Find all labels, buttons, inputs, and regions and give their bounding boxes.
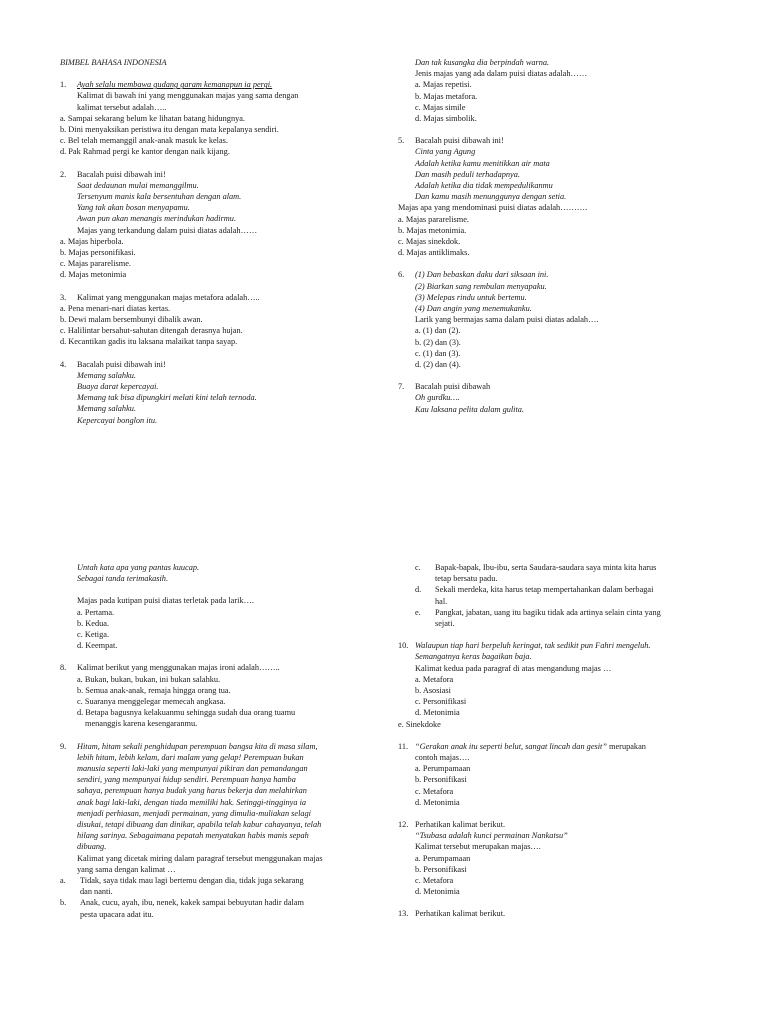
- q5-poem-line: Cinta yang Agung: [415, 147, 476, 157]
- q12-option-c: c. Metafora: [415, 876, 454, 886]
- q2-option-b: b. Majas personifikasi.: [60, 248, 136, 258]
- q9-paragraph-line: manusia seperti laki-laki yang mempunyai pikiran dan pemandangan: [77, 764, 308, 774]
- q9-paragraph-line: sendiri, yang mempunyai hidup sendiri. Perempuan hanya hamba: [77, 775, 296, 785]
- q9-option-c: c. Bapak-bapak, Ibu-ibu, serta Saudara-saudara saya minta kita harus tetap bersatu padu.: [415, 563, 657, 584]
- q10-prompt: Kalimat kedua pada paragraf di atas mengandung majas …: [415, 663, 612, 673]
- q4-option-a: a. Majas repetisi.: [415, 80, 472, 90]
- question-3: 3. Kalimat yang menggunakan majas metafora adalah…..: [60, 292, 375, 303]
- q10-option-d: d. Metonimia: [415, 708, 460, 718]
- q9-paragraph-line: dibuang.: [77, 842, 107, 852]
- q7-prompt: Majas pada kutipan puisi diatas terletak pada larik….: [77, 596, 254, 606]
- q12-quote: “Tsubasa adalah kunci permainan Nankatsu”: [415, 831, 568, 841]
- q10-paragraph-line: Semangatnya keras bagaikan baja.: [415, 652, 532, 662]
- document-header: BIMBEL BAHASA INDONESIA: [60, 58, 167, 67]
- q9-prompt-line: yang sama dengan kalimat …: [77, 864, 176, 874]
- q4-option-c: c. Majas simile: [415, 102, 466, 112]
- question-1: 1. Ayah selalu membawa gudang garam kemanapun ia pergi. Kalimat di bawah ini yang menggunakan majas yang sama dengan kalimat tersebut adalah…..: [60, 79, 375, 113]
- question-2: 2. Bacalah puisi dibawah ini! Saat dedaunan mulai memanggilmu. Tersenyum manis kala bersentuhan dengan alam. Yang tak akan bosan menyapamu. Awan pun akan menangis merindukan hadirmu. Majas yang terkandung dalam puisi diatas adalah……: [60, 169, 375, 236]
- q4-prompt: Jenis majas yang ada dalam puisi diatas adalah……: [415, 69, 588, 79]
- question-6: 6. (1) Dan bebaskan daku dari siksaan ini. (2) Biarkan sang rembulan menyapaku. (3) Melepas rindu untuk bertemu. (4) Dan angin yang menemukanku. Larik yang bermajas sama dalam puisi diatas adalah…. a. (1) dan (2). b. (2) dan (3). c. (1) dan (3). d. (2) dan (4).: [398, 269, 728, 370]
- q7-option-b: b. Kedua.: [77, 618, 110, 628]
- q11-option-c: c. Metafora: [415, 786, 454, 796]
- q1-option-c: c. Bel telah memanggil anak-anak masuk ke kelas.: [60, 136, 228, 146]
- q11-option-d: d. Metonimia: [415, 797, 460, 807]
- q4-poem-line: Dan tak kusangka dia berpindah warna.: [415, 58, 550, 67]
- bottom-right-column: [398, 562, 728, 920]
- q6-option-a: a. (1) dan (2).: [415, 326, 461, 336]
- q12-prompt: Kalimat tersebut merupakan majas….: [415, 842, 541, 852]
- q3-option-b: b. Dewi malam bersembunyi dibalik awan.: [60, 315, 203, 325]
- q2-option-d: d. Majas metonimia: [60, 270, 127, 280]
- q5-poem-line: Dan masih peduli terhadapnya.: [415, 169, 520, 179]
- q9-paragraph-line: lebih hitam, lebih kelam, dari malam yang gelap! Perempuan bukan: [77, 752, 304, 762]
- question-4: 4. Bacalah puisi dibawah ini! Memang salahku. Buaya darat kepercayai. Memang tak bisa dipungkiri melati kini telah ternoda. Memang salahku. Kepercayai bonglon itu.: [60, 359, 375, 426]
- q5-poem-line: Adalah ketika kamu menitikkan air mata: [415, 158, 550, 168]
- question-12: 12. Perhatikan kalimat berikut. “Tsubasa adalah kunci permainan Nankatsu” Kalimat tersebut merupakan majas…. a. Perumpamaan b. Personifikasi c. Metafora d. Metonimia: [398, 819, 728, 897]
- q4-intro: Bacalah puisi dibawah ini!: [77, 359, 166, 369]
- q7-option-c: c. Ketiga.: [77, 630, 110, 640]
- q4-option-d: d. Majas simbolik.: [415, 114, 477, 124]
- q7-option-a: a. Pertama.: [77, 607, 115, 617]
- q9-paragraph-line: menjadi perhiasan, menjadi permainan, yang dimulia-muliakan selagi: [77, 808, 311, 818]
- q7-intro: Bacalah puisi dibawah: [415, 382, 491, 392]
- q7-poem-line: Oh gurdku….: [415, 393, 460, 403]
- q2-poem-line: Yang tak akan bosan menyapamu.: [77, 203, 190, 213]
- q5-option-a: a. Majas pararelisme.: [398, 214, 469, 224]
- q4-poem-line: Memang tak bisa dipungkiri melati kini telah ternoda.: [77, 393, 257, 403]
- q10-option-c: c. Personifikasi: [415, 697, 467, 707]
- q2-poem-line: Saat dedaunan mulai memanggilmu.: [77, 180, 199, 190]
- q3-option-d: d. Kecantikan gadis itu laksana malaikat tanpa sayap.: [60, 337, 238, 347]
- q1-prompt-line: Kalimat di bawah ini yang menggunakan majas yang sama dengan: [77, 91, 299, 101]
- q12-option-d: d. Metonimia: [415, 887, 460, 897]
- q6-option-c: c. (1) dan (3).: [415, 348, 461, 358]
- q9-paragraph-line: hilang sarinya. Sebagaimana pepatah menyatakan habis manis sepah: [77, 831, 309, 841]
- question-5: 5. Bacalah puisi dibawah ini! Cinta yang Agung Adalah ketika kamu menitikkan air mata Dan masih peduli terhadapnya. Adalah ketika dia tidak mempedulikanmu Dan kamu masih menunggunya dengan setia.: [398, 135, 728, 202]
- q11-prompt: contoh majas….: [415, 753, 470, 763]
- q5-option-c: c. Majas sinekdok.: [398, 237, 461, 247]
- bottom-left-column: [60, 562, 372, 920]
- q1-option-a: a. Sampai sekarang belum ke lihatan batang hidungnya.: [60, 113, 246, 123]
- q9-paragraph-line: disukai, tetapi dibuang dan dinikar, apabila telah kabur cahayanya, telah: [77, 820, 322, 830]
- q8-option-b: b. Semua anak-anak, remaja hingga orang tua.: [77, 685, 231, 695]
- q12-option-a: a. Perumpamaan: [415, 853, 471, 863]
- top-right-column: [398, 57, 728, 415]
- question-13: 13. Perhatikan kalimat berikut.: [398, 908, 728, 919]
- q9-option-b: b. Anak, cucu, ayah, ibu, nenek, kakek sampai bebuyutan hadir dalam pesta upacara adat itu.: [60, 898, 304, 919]
- q6-poem-line: (4) Dan angin yang menemukanku.: [415, 304, 532, 314]
- q5-option-d: d. Majas antiklimaks.: [398, 248, 470, 258]
- q5-intro: Bacalah puisi dibawah ini!: [415, 136, 504, 146]
- q2-option-c: c. Majas pararelisme.: [60, 259, 131, 269]
- q4-poem-line: Memang salahku.: [77, 404, 136, 414]
- q8-option-d: d. Betapa bagusnya kelakuanmu sehingga sudah dua orang tuamu: [77, 708, 296, 718]
- q2-poem-line: Tersenyum manis kala bersentuhan dengan alam.: [77, 192, 242, 202]
- q5-poem-line: Dan kamu masih menunggunya dengan setia.: [415, 192, 567, 202]
- q6-prompt: Larik yang bermajas sama dalam puisi diatas adalah….: [415, 315, 599, 325]
- q10-option-b: b. Asosiasi: [415, 686, 451, 696]
- q11-option-a: a. Perumpamaan: [415, 764, 471, 774]
- q13-intro: Perhatikan kalimat berikut.: [415, 909, 506, 919]
- q4-option-b: b. Majas metafora.: [415, 91, 478, 101]
- q2-prompt: Majas yang terkandung dalam puisi diatas adalah……: [77, 225, 258, 235]
- q10-option-e: e. Sinekdoke: [398, 719, 441, 729]
- q2-poem-line: Awan pun akan menangis merindukan hadirmu.: [77, 214, 237, 224]
- question-9: 9. Hitam, hitam sekali penghidupan perempuan bangsa kita di masa silam, lebih hitam, lebih kelam, dari malam yang gelap! Perempuan bukan manusia seperti laki-laki yang mempunyai pikiran dan pemandangan sendiri, yang mempunyai hidup sendiri. Perempuan hanya hamba sahaya, perempuan hanya budak yang harus bekerja dan melahirkan anak bagi laki-laki, dengan tiada memiliki hak. Setinggi-tingginya ia menjadi perhiasan, menjadi permainan, yang dimulia-muliakan selagi disukai, tetapi dibuang dan dinikar, apabila telah kabur cahayanya, telah hilang sarinya. Sebagaimana pepatah menyatakan habis manis sepah dibuang. Kalimat yang dicetak miring dalam paragraf tersebut menggunakan majas yang sama dengan kalimat …: [60, 741, 372, 875]
- q1-prompt-line: kalimat tersebut adalah…..: [77, 102, 167, 112]
- q5-poem-line: Adalah ketika dia tidak mempedulikanmu: [415, 181, 553, 191]
- q1-sentence: Ayah selalu membawa gudang garam kemanapun ia pergi.: [77, 80, 273, 90]
- q6-option-b: b. (2) dan (3).: [415, 337, 461, 347]
- q3-option-c: c. Halilintar bersahut-sahutan ditengah derasnya hujan.: [60, 326, 243, 336]
- q8-option-a: a. Bukan, bukan, bukan, ini bukan salahku.: [77, 674, 221, 684]
- q4-poem-line: Memang salahku.: [77, 370, 136, 380]
- q8-prompt: Kalimat berikut yang menggunakan majas ironi adalah……..: [77, 663, 280, 673]
- q6-poem-line: (2) Biarkan sang rembulan menyapaku.: [415, 281, 547, 291]
- q10-paragraph-line: Walaupun tiap hari berpeluh keringat, tak sedikit pun Fahri mengeluh.: [415, 641, 651, 651]
- q6-poem-line: (3) Melepas rindu untuk bertemu.: [415, 292, 527, 302]
- q9-option-e: e. Pangkat, jabatan, uang itu bagiku tidak ada artinya selain cinta yang sejati.: [415, 607, 661, 629]
- q9-option-a: a. Tidak, saya tidak mau lagi bertemu dengan dia, tidak juga sekarang dan nanti.: [60, 876, 304, 897]
- q9-prompt-line: Kalimat yang dicetak miring dalam paragraf tersebut menggunakan majas: [77, 853, 323, 863]
- q6-poem-line: (1) Dan bebaskan daku dari siksaan ini.: [415, 270, 549, 280]
- question-7: 7. Bacalah puisi dibawah Oh gurdku…. Kau laksana pelita dalam gulita.: [398, 381, 728, 415]
- top-left-column: [60, 57, 375, 426]
- q7-poem-line: Sebagai tanda terimakasih.: [77, 574, 169, 584]
- q3-option-a: a. Pena menari-nari diatas kertas.: [60, 303, 171, 313]
- q9-paragraph-line: Hitam, hitam sekali penghidupan perempuan bangsa kita di masa silam,: [77, 741, 318, 751]
- q9-paragraph-line: sahaya, perempuan hanya budak yang harus bekerja dan melahirkan: [77, 786, 307, 796]
- q11-option-b: b. Personifikasi: [415, 775, 467, 785]
- q2-intro: Bacalah puisi dibawah ini!: [77, 169, 166, 179]
- q5-option-b: b. Majas metonimia.: [398, 225, 467, 235]
- question-10: 10. Walaupun tiap hari berpeluh keringat, tak sedikit pun Fahri mengeluh. Semangatnya keras bagaikan baja. Kalimat kedua pada paragraf di atas mengandung majas … a. Metafora b. Asosiasi c. Personifikasi d. Metonimia: [398, 640, 728, 718]
- q5-prompt: Majas apa yang mendominasi puisi diatas adalah……….: [398, 203, 588, 213]
- q4-poem-line: Buaya darat kepercayai.: [77, 382, 159, 392]
- q1-option-b: b. Dini menyaksikan peristiwa itu dengan mata kepalanya sendiri.: [60, 125, 279, 135]
- q7-poem-line: Untah kata apa yang pantas kuucap.: [77, 563, 200, 572]
- q12-option-b: b. Personifikasi: [415, 864, 467, 874]
- q7-option-d: d. Keempat.: [77, 641, 118, 651]
- q8-option-d-cont: menanggis karena kesengaranmu.: [85, 719, 198, 729]
- q3-prompt: Kalimat yang menggunakan majas metafora adalah…..: [77, 292, 260, 302]
- q7-poem-line: Kau laksana pelita dalam gulita.: [415, 404, 525, 414]
- q12-intro: Perhatikan kalimat berikut.: [415, 820, 506, 830]
- q9-option-d: d. Sekali merdeka, kita harus tetap mempertahankan dalam berbagai hal.: [415, 585, 654, 606]
- question-11: 11. “Gerakan anak itu seperti belut, sangat lincah dan gesit” merupakan contoh majas…. a. Perumpamaan b. Personifikasi c. Metafora d. Metonimia: [398, 741, 728, 808]
- q11-quote-tail: merupakan: [609, 741, 646, 751]
- q8-option-c: c. Suaranya menggelegar memecah angkasa.: [77, 697, 226, 707]
- q2-option-a: a. Majas hiperbola.: [60, 236, 124, 246]
- q9-paragraph-line: anak bagi laki-laki, dengan tiada memiliki hak. Setinggi-tingginya ia: [77, 797, 307, 807]
- q1-option-d: d. Pak Rahmad pergi ke kantor dengan naik kijang.: [60, 147, 230, 157]
- q11-quote: “Gerakan anak itu seperti belut, sangat lincah dan gesit”: [415, 741, 607, 751]
- q6-option-d: d. (2) dan (4).: [415, 360, 461, 370]
- q4-poem-line: Kepercayai bonglon itu.: [77, 415, 158, 425]
- q10-option-a: a. Metafora: [415, 674, 454, 684]
- question-8: 8. Kalimat berikut yang menggunakan majas ironi adalah…….. a. Bukan, bukan, bukan, ini bukan salahku. b. Semua anak-anak, remaja hingga orang tua. c. Suaranya menggelegar memecah angkasa. d. Betapa bagusnya kelakuanmu sehingga sudah dua orang tuamu menanggis karena kesengaranmu.: [60, 662, 372, 729]
